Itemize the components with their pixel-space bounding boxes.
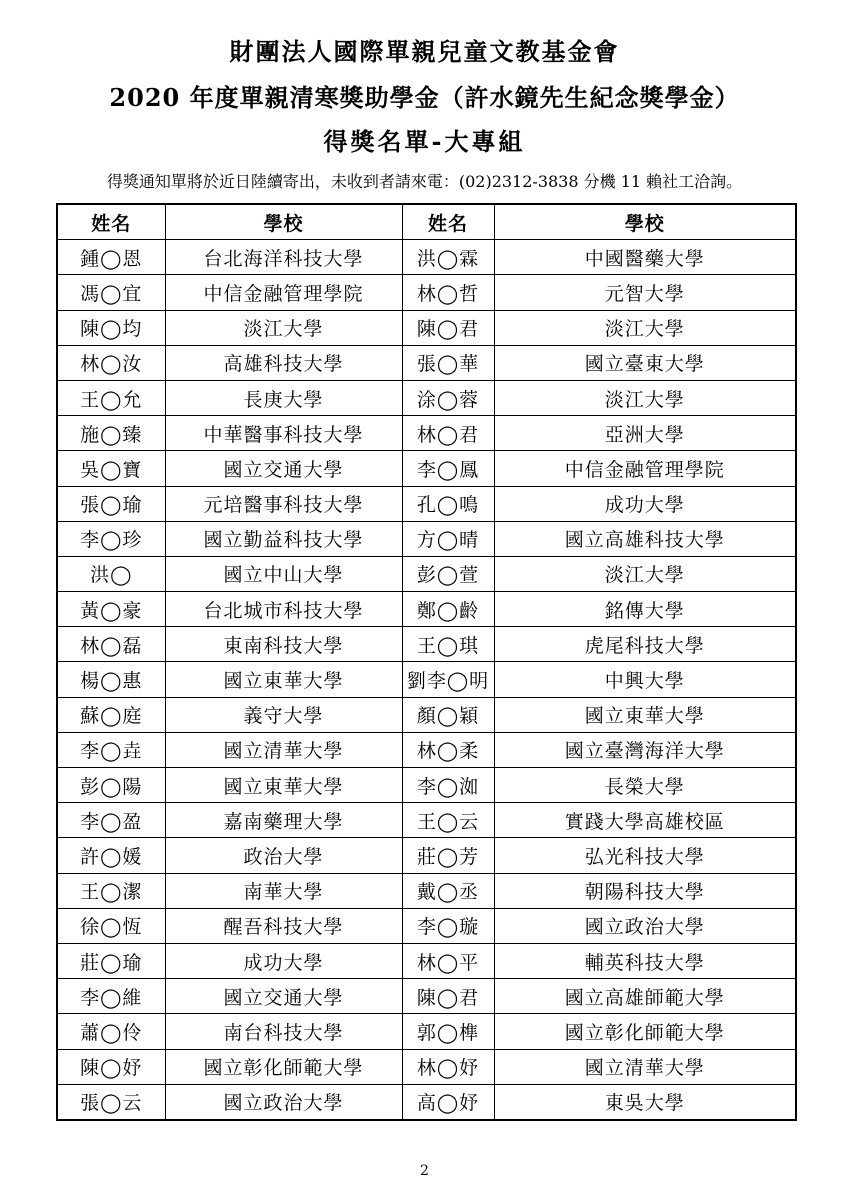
awardee-name: 黃◯豪 <box>57 592 165 627</box>
awardee-school: 成功大學 <box>165 943 402 978</box>
awardee-name: 孔◯鳴 <box>402 486 494 521</box>
awardee-school: 弘光科技大學 <box>494 838 796 873</box>
awardee-name: 鄭◯齡 <box>402 592 494 627</box>
awardee-school: 淡江大學 <box>494 556 796 591</box>
awardee-name: 郭◯榫 <box>402 1014 494 1049</box>
table-row <box>57 873 796 908</box>
awardee-school: 南台科技大學 <box>165 1014 402 1049</box>
awardee-name: 李◯盈 <box>57 803 165 838</box>
awardee-school: 元培醫事科技大學 <box>165 486 402 521</box>
table-row <box>57 662 796 697</box>
awardee-name: 林◯君 <box>402 416 494 451</box>
awardee-school: 實踐大學高雄校區 <box>494 803 796 838</box>
awardee-school: 國立交通大學 <box>165 979 402 1014</box>
awardee-school: 東吳大學 <box>494 1084 796 1120</box>
table-row <box>57 275 796 310</box>
awardee-name: 施◯臻 <box>57 416 165 451</box>
awardee-school: 國立勤益科技大學 <box>165 521 402 556</box>
awardee-name: 林◯哲 <box>402 275 494 310</box>
table-row <box>57 838 796 873</box>
awardee-name: 李◯珍 <box>57 521 165 556</box>
awardee-school: 國立清華大學 <box>165 732 402 767</box>
table-row <box>57 943 796 978</box>
foundation-title: 財團法人國際單親兒童文教基金會 <box>229 37 620 66</box>
table-row <box>57 803 796 838</box>
awardee-table <box>56 203 797 1121</box>
scholarship-title: 2020 年度單親清寒獎助學金（許水鏡先生紀念獎學金） <box>109 83 740 112</box>
awardee-school: 醒吾科技大學 <box>165 908 402 943</box>
awardee-name: 林◯柔 <box>402 732 494 767</box>
awardee-school: 國立清華大學 <box>494 1049 796 1084</box>
awardee-school: 東南科技大學 <box>165 627 402 662</box>
awardee-name: 顏◯穎 <box>402 697 494 732</box>
awardee-name: 陳◯均 <box>57 310 165 345</box>
awardee-school: 中國醫藥大學 <box>494 240 796 275</box>
awardee-school: 輔英科技大學 <box>494 943 796 978</box>
awardee-school: 台北城市科技大學 <box>165 592 402 627</box>
awardee-name: 陳◯君 <box>402 979 494 1014</box>
awardee-school: 國立彰化師範大學 <box>494 1014 796 1049</box>
awardee-school: 國立臺灣海洋大學 <box>494 732 796 767</box>
awardee-name: 張◯瑜 <box>57 486 165 521</box>
awardee-name: 王◯琪 <box>402 627 494 662</box>
awardee-name: 李◯璇 <box>402 908 494 943</box>
awardee-name: 王◯云 <box>402 803 494 838</box>
awardee-name: 鍾◯恩 <box>57 240 165 275</box>
awardee-school: 國立彰化師範大學 <box>165 1049 402 1084</box>
awardee-school: 高雄科技大學 <box>165 345 402 380</box>
table-row <box>57 486 796 521</box>
awardee-name: 林◯妤 <box>402 1049 494 1084</box>
table-row <box>57 556 796 591</box>
awardee-school: 朝陽科技大學 <box>494 873 796 908</box>
awardee-school: 淡江大學 <box>494 380 796 415</box>
awardee-school: 中華醫事科技大學 <box>165 416 402 451</box>
awardee-school: 長庚大學 <box>165 380 402 415</box>
awardee-school: 國立高雄師範大學 <box>494 979 796 1014</box>
awardee-name: 李◯垚 <box>57 732 165 767</box>
awardee-name: 林◯平 <box>402 943 494 978</box>
awardee-school: 台北海洋科技大學 <box>165 240 402 275</box>
awardee-school: 中信金融管理學院 <box>494 451 796 486</box>
awardee-school: 淡江大學 <box>165 310 402 345</box>
awardee-name: 陳◯妤 <box>57 1049 165 1084</box>
awardee-name: 高◯妤 <box>402 1084 494 1120</box>
table-row <box>57 345 796 380</box>
awardee-school: 長榮大學 <box>494 768 796 803</box>
awardee-name: 彭◯陽 <box>57 768 165 803</box>
header-name-right: 姓名 <box>402 204 494 240</box>
table-row <box>57 1014 796 1049</box>
awardee-name: 馮◯宜 <box>57 275 165 310</box>
awardee-name: 吳◯寶 <box>57 451 165 486</box>
notice-text: 得獎通知單將於近日陸續寄出，未收到者請來電：(02)2312-3838 分機 11 賴社工洽詢。 <box>106 172 743 191</box>
awardee-school: 國立東華大學 <box>165 768 402 803</box>
table-row <box>57 768 796 803</box>
awardee-school: 國立臺東大學 <box>494 345 796 380</box>
awardee-school: 國立東華大學 <box>494 697 796 732</box>
awardee-name: 林◯磊 <box>57 627 165 662</box>
awardee-name: 陳◯君 <box>402 310 494 345</box>
awardee-name: 蕭◯伶 <box>57 1014 165 1049</box>
table-row <box>57 310 796 345</box>
awardee-name: 王◯潔 <box>57 873 165 908</box>
awardee-name: 徐◯恆 <box>57 908 165 943</box>
awardee-name: 莊◯瑜 <box>57 943 165 978</box>
awardee-name: 方◯晴 <box>402 521 494 556</box>
awardee-name: 楊◯惠 <box>57 662 165 697</box>
awardee-school: 國立中山大學 <box>165 556 402 591</box>
page-number: 2 <box>420 1163 429 1179</box>
table-row <box>57 451 796 486</box>
table-header-row <box>57 204 796 240</box>
awardee-school: 國立政治大學 <box>165 1084 402 1120</box>
awardee-name: 張◯云 <box>57 1084 165 1120</box>
header-school-right: 學校 <box>494 204 796 240</box>
awardee-name: 洪◯霖 <box>402 240 494 275</box>
awardee-name: 戴◯丞 <box>402 873 494 908</box>
awardee-name: 許◯媛 <box>57 838 165 873</box>
header-school-left: 學校 <box>165 204 402 240</box>
table-row <box>57 416 796 451</box>
awardee-name: 王◯允 <box>57 380 165 415</box>
table-row <box>57 380 796 415</box>
table-row <box>57 1049 796 1084</box>
awardee-school: 國立東華大學 <box>165 662 402 697</box>
table-row <box>57 240 796 275</box>
awardee-school: 國立交通大學 <box>165 451 402 486</box>
table-row <box>57 521 796 556</box>
table-row <box>57 627 796 662</box>
awardee-name: 李◯洳 <box>402 768 494 803</box>
awardee-school: 嘉南藥理大學 <box>165 803 402 838</box>
awardee-school: 成功大學 <box>494 486 796 521</box>
awardee-school: 國立高雄科技大學 <box>494 521 796 556</box>
awardee-name: 李◯鳳 <box>402 451 494 486</box>
awardee-name: 張◯華 <box>402 345 494 380</box>
awardee-name: 涂◯蓉 <box>402 380 494 415</box>
awardee-name: 劉李◯明 <box>402 662 494 697</box>
awardee-school: 銘傳大學 <box>494 592 796 627</box>
table-row <box>57 908 796 943</box>
awardee-name: 李◯維 <box>57 979 165 1014</box>
awardee-name: 蘇◯庭 <box>57 697 165 732</box>
awardee-school: 政治大學 <box>165 838 402 873</box>
table-row <box>57 697 796 732</box>
table-row <box>57 592 796 627</box>
awardee-school: 國立政治大學 <box>494 908 796 943</box>
header-name-left: 姓名 <box>57 204 165 240</box>
table-row <box>57 979 796 1014</box>
awardee-school: 元智大學 <box>494 275 796 310</box>
table-row <box>57 732 796 767</box>
awardee-school: 中興大學 <box>494 662 796 697</box>
awardee-school: 亞洲大學 <box>494 416 796 451</box>
awardee-name: 莊◯芳 <box>402 838 494 873</box>
awardee-school: 虎尾科技大學 <box>494 627 796 662</box>
awardee-school: 南華大學 <box>165 873 402 908</box>
table-row <box>57 1084 796 1120</box>
awardee-school: 淡江大學 <box>494 310 796 345</box>
awardee-name: 洪◯ <box>57 556 165 591</box>
list-subtitle: 得獎名單-大專組 <box>323 127 526 156</box>
awardee-school: 義守大學 <box>165 697 402 732</box>
awardee-name: 林◯汝 <box>57 345 165 380</box>
awardee-school: 中信金融管理學院 <box>165 275 402 310</box>
awardee-name: 彭◯萱 <box>402 556 494 591</box>
